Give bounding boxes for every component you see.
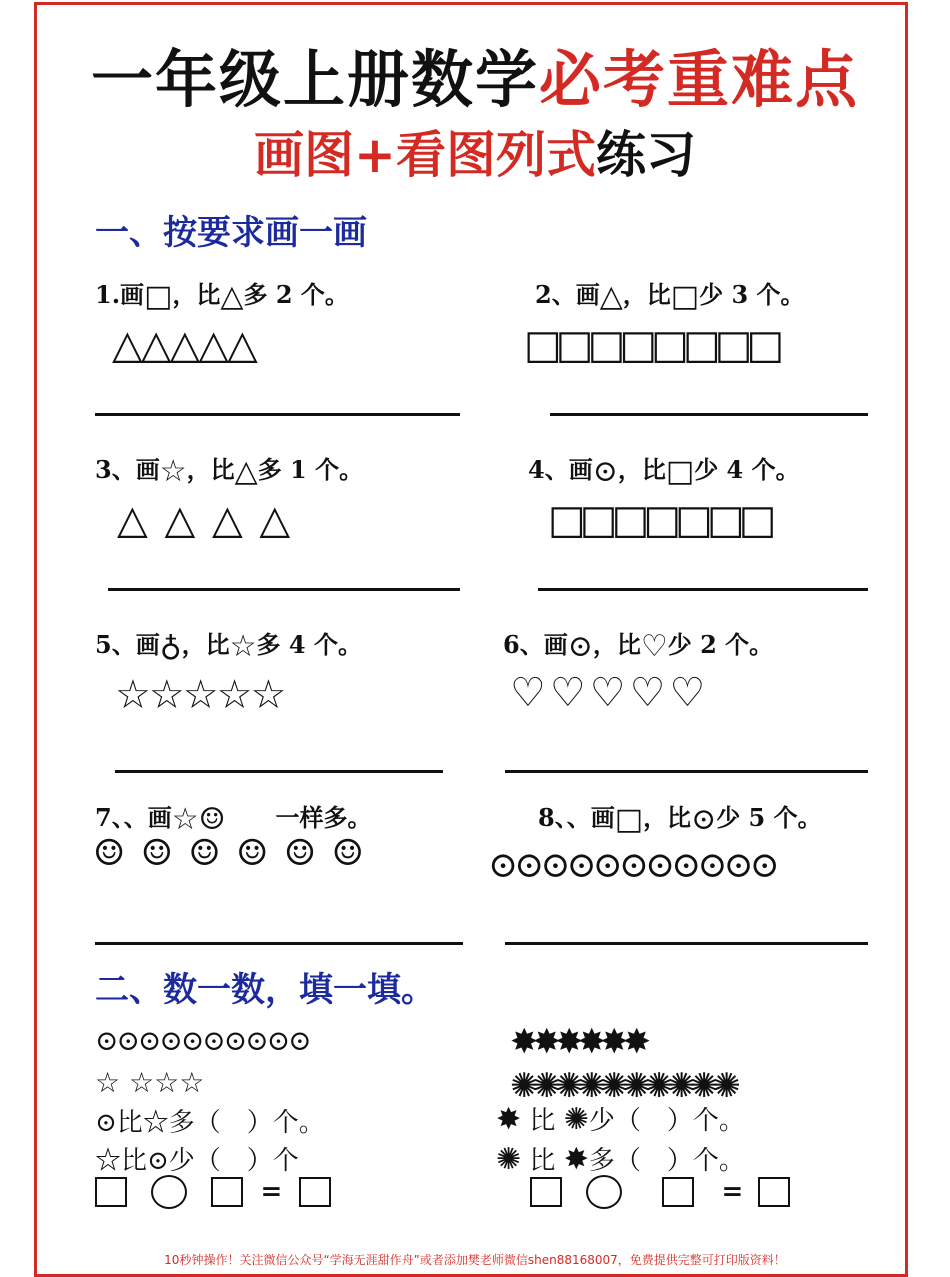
sun-icon: ✺ [563, 1102, 589, 1137]
star-icon: ☆ [171, 802, 199, 837]
shape-row-5: ☆☆☆☆☆ [115, 672, 285, 718]
answer-line-6[interactable] [505, 770, 868, 773]
answer-line-3[interactable] [108, 588, 460, 591]
question-6: 6、画⊙，比♡少 2 个。 [503, 629, 774, 664]
square-icon: □ [670, 279, 700, 314]
question-3: 3、画☆，比△多 1 个。 [95, 454, 364, 489]
burst-icon: ✸ [496, 1102, 522, 1137]
question-4: 4、画⊙，比□少 4 个。 [528, 454, 800, 489]
question-8: 8、、画□，比⊙少 5 个。 [538, 802, 822, 837]
shape-row-2: □□□□□□□□ [524, 322, 779, 368]
answer-line-7[interactable] [95, 942, 463, 945]
answer-line-5[interactable] [115, 770, 443, 773]
square-icon: □ [614, 802, 644, 837]
right-equation: = [530, 1175, 790, 1209]
section2-heading: 二、数一数，填一填。 [95, 970, 435, 1010]
sun-count-row: ✺✺✺✺✺✺✺✺✺✺ [510, 1066, 735, 1106]
answer-box[interactable] [758, 1177, 790, 1207]
triangle-icon: △ [599, 279, 623, 314]
question-7: 7、、画☆☺ 一样多。 [95, 802, 372, 837]
circle-count-row: ⊙⊙⊙⊙⊙⊙⊙⊙⊙⊙ [95, 1024, 310, 1057]
answer-box[interactable] [530, 1177, 562, 1207]
triangle-icon: △ [234, 454, 258, 489]
burst-icon: ✸ [563, 1142, 589, 1177]
heart-icon: ♡ [640, 629, 668, 664]
left-equation: = [95, 1175, 331, 1209]
answer-box[interactable] [211, 1177, 243, 1207]
star-icon: ☆ [229, 629, 257, 664]
square-icon: □ [144, 279, 173, 314]
burst-count-row: ✸✸✸✸✸✸ [510, 1022, 645, 1062]
dot-circle-icon: ⊙ [691, 802, 717, 837]
flower-icon: ♁ [159, 629, 182, 664]
right-question-1: ✸ 比 ✺少（ ）个。 [496, 1102, 745, 1137]
star-count-row: ☆ ☆☆☆ [95, 1066, 205, 1099]
shape-row-4: □□□□□□□ [548, 497, 771, 543]
page-title: 一年级上册数学必考重难点 [90, 43, 860, 116]
square-icon: □ [665, 454, 695, 489]
star-icon: ☆ [159, 454, 187, 489]
dot-circle-icon: ⊙ [592, 454, 618, 489]
shape-row-3: △ △ △ △ [117, 497, 293, 543]
shape-row-7: ☺ ☺ ☺ ☺ ☺ ☺ [93, 833, 366, 874]
operator-circle[interactable] [151, 1175, 187, 1209]
smiley-icon: ☺ [198, 802, 226, 837]
left-question-2: ☆比⊙少（ ）个 [95, 1146, 299, 1176]
shape-row-6: ♡♡♡♡♡ [510, 670, 710, 716]
right-question-2: ✺ 比 ✸多（ ）个。 [496, 1142, 745, 1177]
answer-box[interactable] [299, 1177, 331, 1207]
answer-box[interactable] [662, 1177, 694, 1207]
answer-line-8[interactable] [505, 942, 868, 945]
question-2: 2、画△，比□少 3 个。 [535, 279, 805, 314]
answer-line-1[interactable] [95, 413, 460, 416]
sun-icon: ✺ [496, 1142, 522, 1177]
question-1: 1.画□，比△多 2 个。 [95, 279, 349, 314]
question-5: 5、画♁，比☆多 4 个。 [95, 629, 362, 664]
dot-circle-icon: ⊙ [567, 629, 593, 664]
page-subtitle: 画图+看图列式练习 [254, 126, 696, 184]
section1-heading: 一、按要求画一画 [95, 213, 367, 253]
shape-row-1: △△△△△ [112, 322, 256, 368]
answer-box[interactable] [95, 1177, 127, 1207]
triangle-icon: △ [220, 279, 244, 314]
answer-line-4[interactable] [538, 588, 868, 591]
footer-note: 10秒钟操作！关注微信公众号“学海无涯甜作舟”或者添加樊老师微信shen88168007，免费提供完整可打印版资料！ [164, 1253, 786, 1267]
shape-row-8: ⊙⊙⊙⊙⊙⊙⊙⊙⊙⊙⊙ [488, 845, 776, 886]
answer-line-2[interactable] [550, 413, 868, 416]
left-question-1: ⊙比☆多（ ）个。 [95, 1108, 325, 1138]
operator-circle[interactable] [586, 1175, 622, 1209]
